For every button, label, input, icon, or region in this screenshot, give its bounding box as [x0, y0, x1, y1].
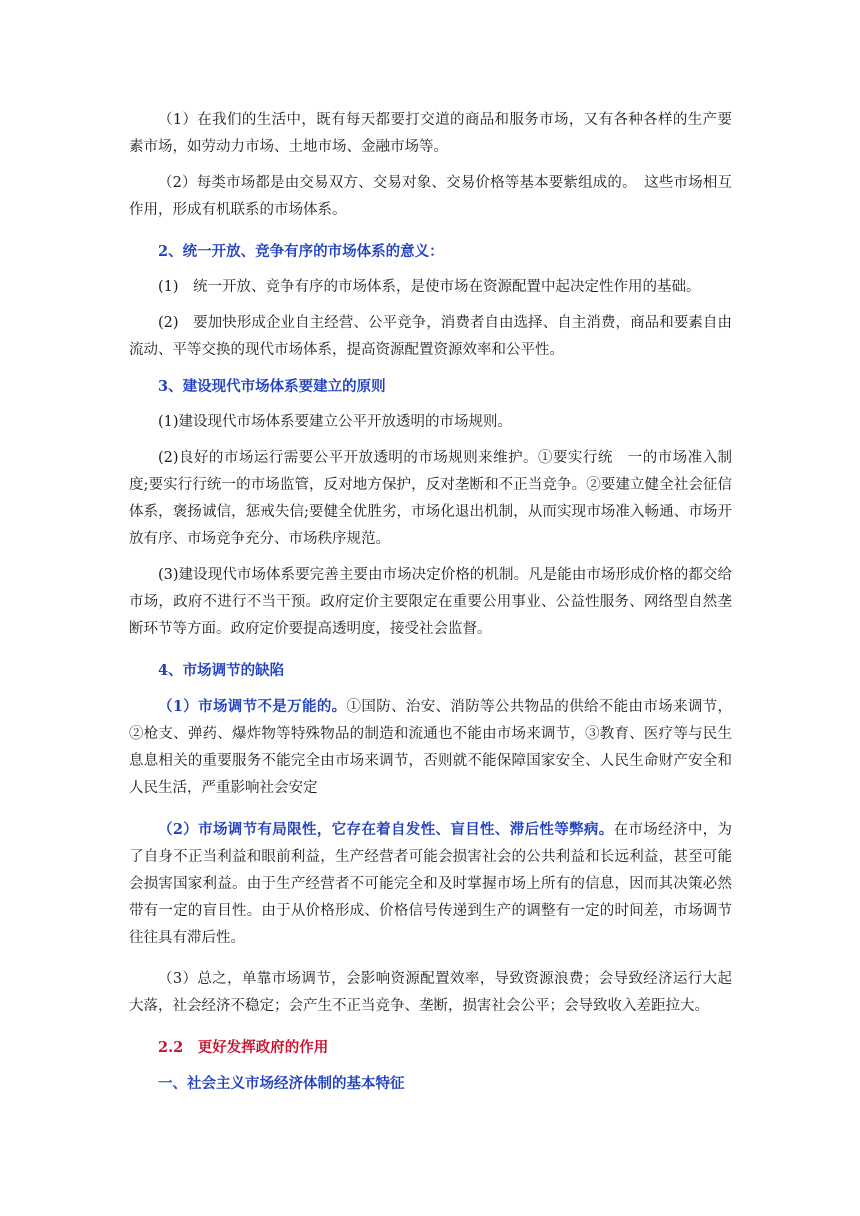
paragraph-market-elements: （2）每类市场都是由交易双方、交易对象、交易价格等基本要紫组成的。 这些市场相互作用，形成有机联系的市场体系。 — [129, 175, 732, 218]
heading-market-system-significance: 2、统一开放、竞争有序的市场体系的意义： — [158, 243, 444, 260]
paragraph-market-types: （1）在我们的生活中，既有每天都要打交道的商品和服务市场，又有各种各样的生产要素市场，如劳动力市场、土地市场、金融市场等。 — [129, 112, 732, 155]
defect-2-lead: （2）市场调节有局限性，它存在着自发性、盲目性、滞后性等弊病。 — [158, 821, 614, 838]
paragraph-defect-summary: （3）总之，单靠市场调节，会影响资源配置效率，导致资源浪费；会导致经济运行大起大落，社会经济不稳定；会产生不正当竞争、垄断，损害社会公平；会导致收入差距拉大。 — [129, 971, 732, 1014]
paragraph-significance-2: (2) 要加快形成企业自主经营、公平竞争，消费者自由选择、自主消费，商品和要素自由流动、平等交换的现代市场体系，提高资源配置资源效率和公平性。 — [129, 315, 732, 358]
heading-principles: 3、建设现代市场体系要建立的原则 — [158, 378, 386, 395]
section-heading-government-role: 2.2 更好发挥政府的作用 — [158, 1039, 329, 1056]
paragraph-defect-2 — [129, 816, 732, 952]
defect-2-body: 在市场经济中，为了自身不正当利益和眼前利益，生产经营者可能会损害社会的公共利益和长远利益，甚至可能会损害国家利益。由于生产经营者不可能完全和及时掌握市场上所有的信息，因而其决策必然带有一定的盲目性。由于从价格形成、价格信号传递到生产的调整有一定的时间差，市场调节往往具有滞后性。 — [129, 822, 733, 946]
heading-socialist-market-economy-features: 一、社会主义市场经济体制的基本特征 — [158, 1075, 405, 1092]
paragraph-defect-1 — [129, 693, 732, 802]
defect-1-lead: （1）市场调节不是万能的。 — [158, 698, 347, 715]
defect-1-body: ①国防、治安、消防等公共物品的供给不能由市场来调节，②枪支、弹药、爆炸物等特殊物品的制造和流通也不能由市场来调节，③教育、医疗等与民生息息相关的重要服务不能完全由市场来调节，否则就不能保障国家安全、人民生命财产安全和人民生活，严重影响社会安定 — [129, 699, 733, 796]
paragraph-principle-3: (3)建设现代市场体系要完善主要由市场决定价格的机制。凡是能由市场形成价格的都交给市场，政府不进行不当干预。政府定价主要限定在重要公用事业、公益性服务、网络型自然垄断环节等方面。政府定价要提高透明度，接受社会监督。 — [129, 567, 732, 637]
paragraph-principle-2: (2)良好的市场运行需要公平开放透明的市场规则来维护。①要实行统 一的市场准入制度;要实行行统一的市场监管，反对地方保护，反对垄断和不正当竞争。②要建立健全社会征信体系，褒扬诚信，惩戒失信;要健全优胜劣，市场化退出机制，从而实现市场准入畅通、市场开放有序、市场竞争充分、市场秩序规范。 — [129, 450, 732, 547]
heading-market-defects: 4、市场调节的缺陷 — [158, 662, 285, 679]
paragraph-principle-1: (1)建设现代市场体系要建立公平开放透明的市场规则。 — [158, 414, 513, 430]
paragraph-significance-1: (1) 统一开放、竞争有序的市场体系，是使市场在资源配置中起决定性作用的基础。 — [158, 279, 701, 295]
